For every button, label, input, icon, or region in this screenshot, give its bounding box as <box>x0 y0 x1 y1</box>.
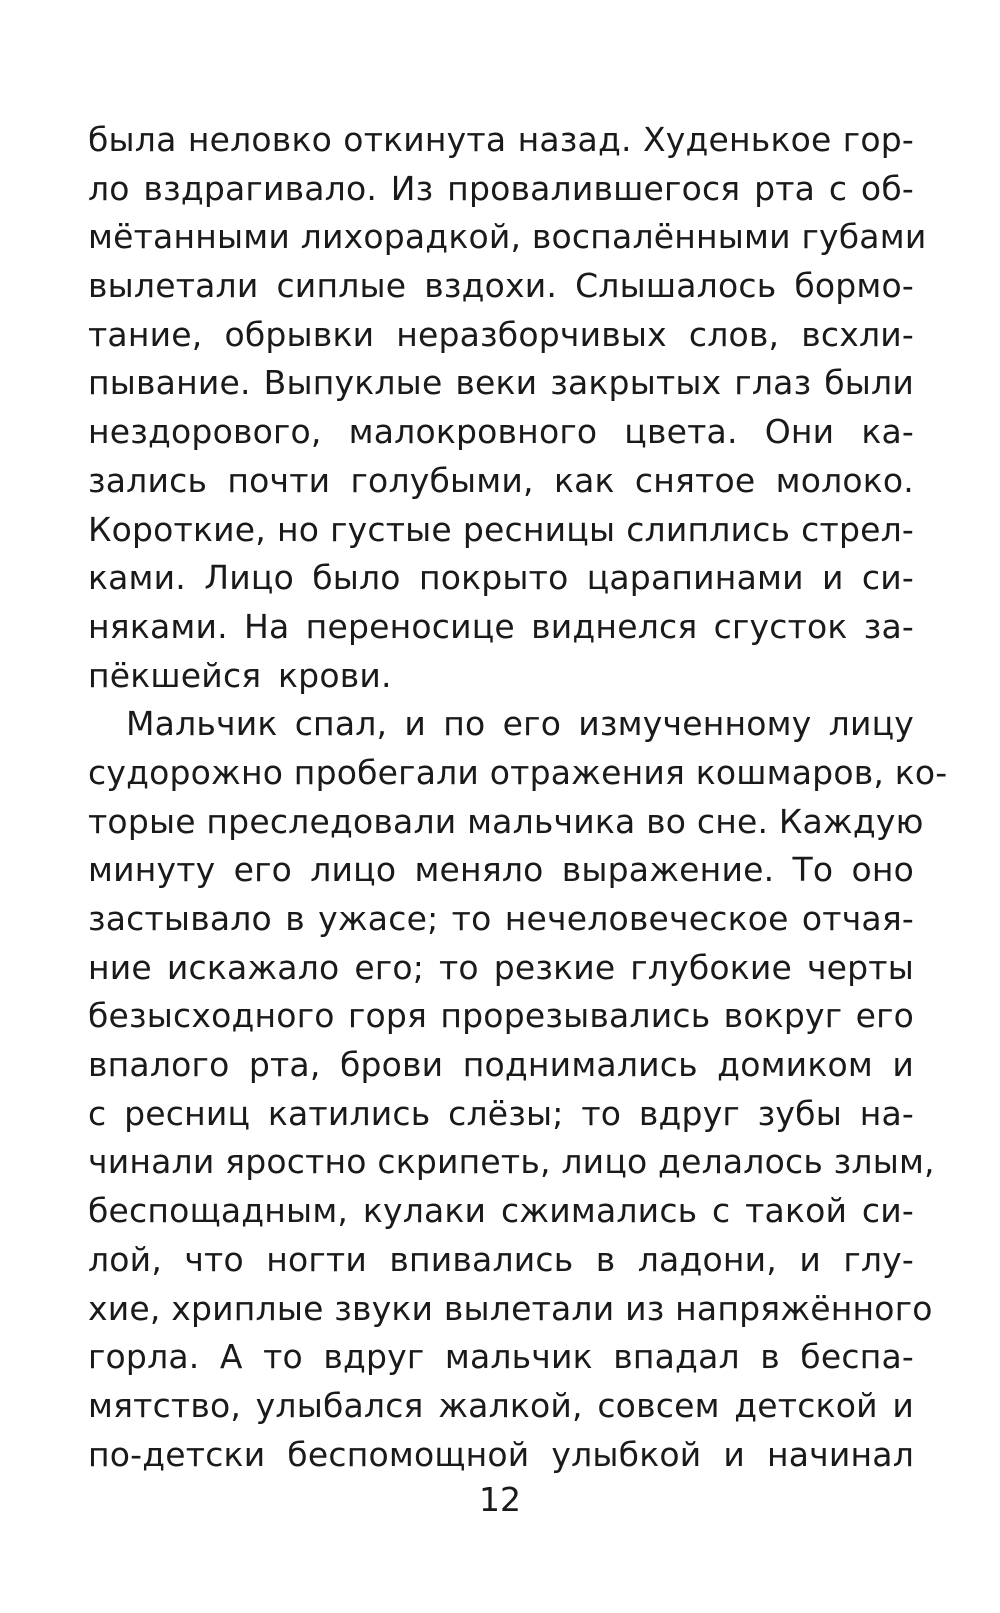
paragraph-2 <box>88 700 948 1479</box>
text-line: тание, обрывки неразборчивых слов, всхли- <box>88 314 914 354</box>
text-line: ние искажало его; то резкие глубокие черты <box>88 947 914 987</box>
text-line: пывание. Выпуклые веки закрытых глаз были <box>88 363 914 403</box>
text-line: чинали яростно скрипеть, лицо делалось злым, <box>88 1142 935 1182</box>
text-line: минуту его лицо меняло выражение. То оно <box>88 850 914 890</box>
text-line: пёкшейся крови. <box>88 655 392 695</box>
page-number: 12 <box>479 1480 521 1519</box>
text-line: ло вздрагивало. Из провалившегося рта с об- <box>88 168 914 208</box>
text-line: ками. Лицо было покрыто царапинами и си- <box>88 558 914 598</box>
text-line: беспощадным, кулаки сжимались с такой си- <box>88 1191 914 1231</box>
text-line: хие, хриплые звуки вылетали из напряжённого <box>88 1288 933 1328</box>
paragraph-1 <box>88 116 927 700</box>
text-line: лой, что ногти впивались в ладони, и глу- <box>88 1239 914 1279</box>
text-line: Короткие, но густые ресницы слиплись стрел- <box>88 509 914 549</box>
text-line: по-детски беспомощной улыбкой и начинал <box>88 1434 914 1474</box>
text-line: няками. На переносице виднелся сгусток за- <box>88 606 914 646</box>
text-line: торые преследовали мальчика во сне. Каждую <box>88 801 924 841</box>
text-line: Мальчик спал, и по его измученному лицу <box>126 704 914 744</box>
text-line: с ресниц катились слёзы; то вдруг зубы на- <box>88 1093 914 1133</box>
text-line: зались почти голубыми, как снятое молоко. <box>88 460 914 500</box>
text-line: нездорового, малокровного цвета. Они ка- <box>88 412 914 452</box>
text-line: вылетали сиплые вздохи. Слышалось бормо- <box>88 266 914 306</box>
text-line: впалого рта, брови поднимались домиком и <box>88 1045 914 1085</box>
page-body <box>88 116 948 1479</box>
text-line: горла. А то вдруг мальчик впадал в беспа- <box>88 1337 914 1377</box>
text-line: судорожно пробегали отражения кошмаров, ко- <box>88 752 948 792</box>
text-line: застывало в ужасе; то нечеловеческое отчая- <box>88 899 914 938</box>
text-line: была неловко откинута назад. Худенькое гор- <box>88 120 914 159</box>
text-line: мятство, улыбался жалкой, совсем детской и <box>88 1385 914 1425</box>
text-line: безысходного горя прорезывались вокруг его <box>88 996 914 1036</box>
text-line: мётанными лихорадкой, воспалёнными губами <box>88 217 927 257</box>
